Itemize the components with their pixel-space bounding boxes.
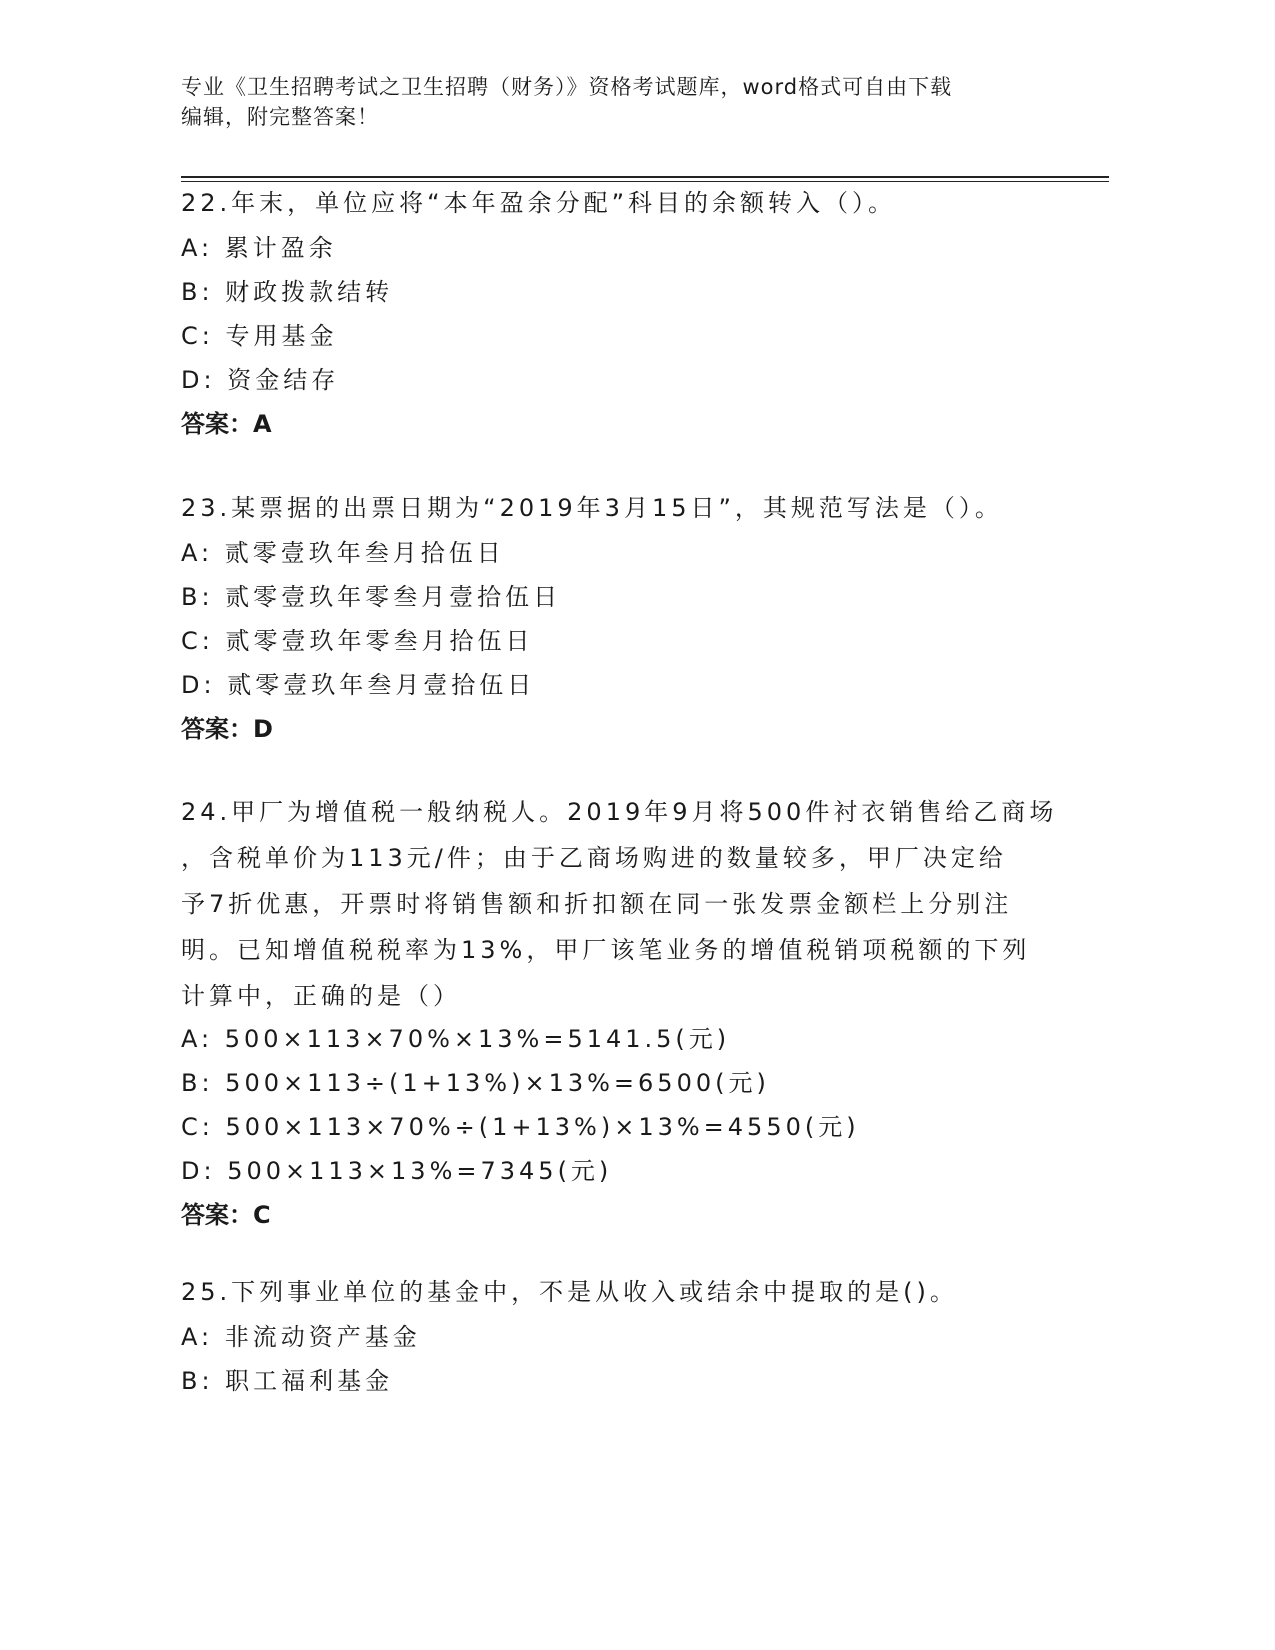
answer-label: 答案：D: [181, 715, 273, 743]
option-c: C: 专用基金: [181, 322, 338, 350]
header-line-2: 编辑，附完整答案！: [181, 105, 379, 129]
option-a: A: 贰零壹玖年叁月拾伍日: [181, 539, 505, 567]
option-a: A: 非流动资产基金: [181, 1323, 421, 1351]
question-25: [181, 1269, 1081, 1403]
option-c: C: 500×113×70%÷(1+13%)×13%=4550(元): [181, 1113, 860, 1141]
question-stem: 22.年末，单位应将“本年盈余分配”科目的余额转入（）。: [181, 189, 897, 217]
question-stem-line: 计算中，正确的是（）: [181, 982, 461, 1010]
question-24: [181, 789, 1081, 1237]
answer-label: 答案：A: [181, 410, 272, 438]
question-23: [181, 485, 1081, 751]
option-b: B: 贰零壹玖年零叁月壹拾伍日: [181, 583, 562, 611]
option-b: B: 500×113÷(1+13%)×13%=6500(元): [181, 1069, 770, 1097]
question-stem-line: 予7折优惠，开票时将销售额和折扣额在同一张发票金额栏上分别注: [181, 890, 1013, 918]
option-a: A: 500×113×70%×13%=5141.5(元): [181, 1025, 731, 1053]
answer-label: 答案：C: [181, 1201, 271, 1229]
document-header: [181, 72, 1061, 132]
question-stem-line: ，含税单价为113元/件；由于乙商场购进的数量较多，甲厂决定给: [181, 844, 1007, 872]
option-b: B: 职工福利基金: [181, 1367, 394, 1395]
question-22: [181, 180, 1081, 446]
question-stem-line: 24.甲厂为增值税一般纳税人。2019年9月将500件衬衣销售给乙商场: [181, 798, 1058, 826]
header-divider-thick: [181, 176, 1109, 178]
option-d: D: 500×113×13%=7345(元): [181, 1157, 613, 1185]
header-line-1: 专业《卫生招聘考试之卫生招聘（财务）》资格考试题库，word格式可自由下载: [181, 75, 953, 99]
option-b: B: 财政拨款结转: [181, 278, 394, 306]
option-a: A: 累计盈余: [181, 234, 337, 262]
question-stem: 23.某票据的出票日期为“2019年3月15日”，其规范写法是（）。: [181, 494, 1003, 522]
question-stem-line: 明。已知增值税税率为13%，甲厂该笔业务的增值税销项税额的下列: [181, 936, 1031, 964]
option-d: D: 资金结存: [181, 366, 340, 394]
option-d: D: 贰零壹玖年叁月壹拾伍日: [181, 671, 536, 699]
option-c: C: 贰零壹玖年零叁月拾伍日: [181, 627, 534, 655]
question-stem: 25.下列事业单位的基金中，不是从收入或结余中提取的是()。: [181, 1278, 958, 1306]
